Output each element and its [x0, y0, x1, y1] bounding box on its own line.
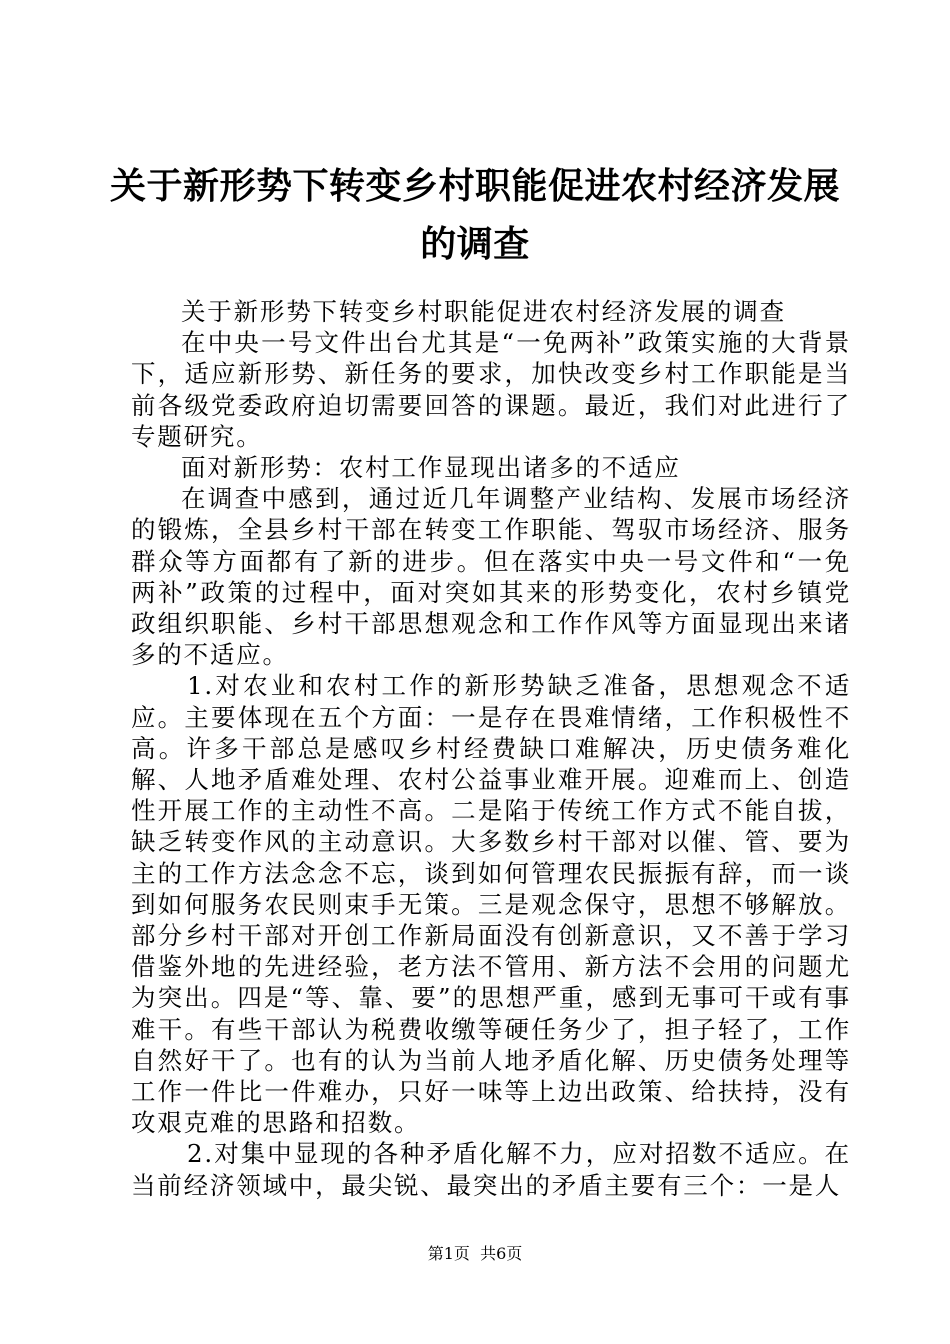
- document-body: [131, 296, 851, 1201]
- page-footer: [0, 1243, 950, 1265]
- document-title: 关于新形势下转变乡村职能促进农村经济发展的调查: [109, 166, 840, 265]
- section-heading: 面对新形势：农村工作显现出诸多的不适应: [181, 453, 681, 483]
- paragraph-point-2: 2.对集中显现的各种矛盾化解不力，应对招数不适应。在当前经济领域中，最尖锐、最突出的矛盾主要有三个：一是人: [131, 1139, 851, 1200]
- paragraph-survey: 在调查中感到，通过近几年调整产业结构、发展市场经济的锻炼，全县乡村干部在转变工作职能、驾驭市场经济、服务群众等方面都有了新的进步。但在落实中央一号文件和“一免两补”政策的过程中，面对突如其来的形势变化，农村乡镇党政组织职能、乡村干部思想观念和工作作风等方面显现出来诸多的不适应。: [131, 484, 851, 670]
- paragraph-subtitle: 关于新形势下转变乡村职能促进农村经济发展的调查: [181, 297, 786, 326]
- page-number: 第1页: [427, 1244, 470, 1263]
- page-total: 共6页: [480, 1244, 523, 1263]
- paragraph-intro: 在中央一号文件出台尤其是“一免两补”政策实施的大背景下，适应新形势、新任务的要求，加快改变乡村工作职能是当前各级党委政府迫切需要回答的课题。最近，我们对此进行了专题研究。: [131, 328, 851, 451]
- paragraph-point-1: 1.对农业和农村工作的新形势缺乏准备，思想观念不适应。主要体现在五个方面：一是存在畏难情绪，工作积极性不高。许多干部总是感叹乡村经费缺口难解决，历史债务难化解、人地矛盾难处理、农村公益事业难开展。迎难而上、创造性开展工作的主动性不高。二是陷于传统工作方式不能自拔，缺乏转变作风的主动意识。大多数乡村干部对以催、管、要为主的工作方法念念不忘，谈到如何管理农民振振有辞，而一谈到如何服务农民则束手无策。三是观念保守，思想不够解放。部分乡村干部对开创工作新局面没有创新意识，又不善于学习借鉴外地的先进经验，老方法不管用、新方法不会用的问题尤为突出。四是“等、靠、要”的思想严重，感到无事可干或有事难干。有些干部认为税费收缴等硬任务少了，担子轻了，工作自然好干了。也有的认为当前人地矛盾化解、历史债务处理等工作一件比一件难办，只好一味等上边出政策、给扶持，没有攻艰克难的思路和招数。: [131, 671, 851, 1138]
